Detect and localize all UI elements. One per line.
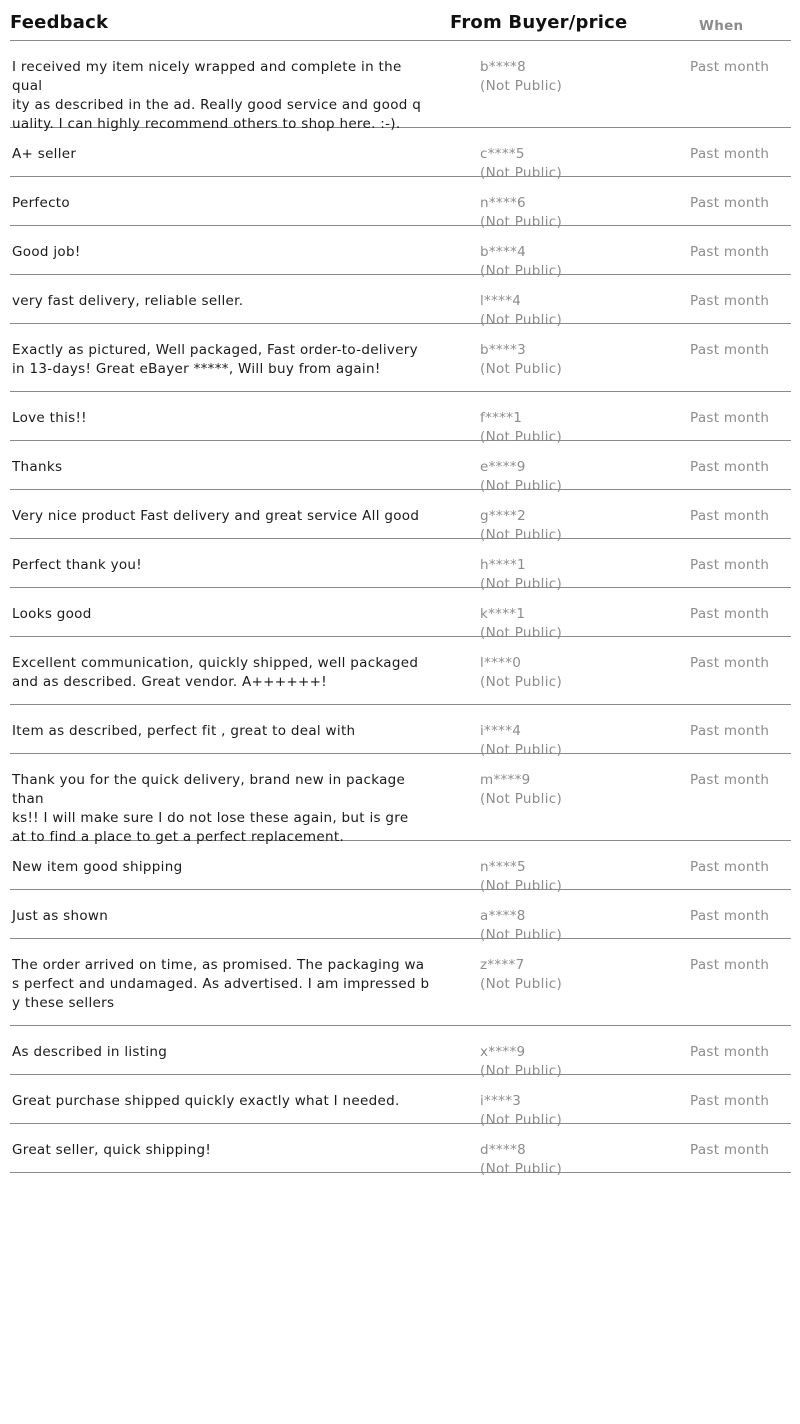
price-text: (Not Public)	[480, 742, 563, 758]
buyer-id: d****8	[480, 1142, 526, 1158]
when-text: Past month	[690, 293, 770, 309]
buyer-id: n****5	[480, 859, 526, 875]
table-row	[10, 705, 791, 758]
when-text: Past month	[690, 957, 770, 973]
when-text: Past month	[690, 410, 770, 426]
buyer-id: h****1	[480, 557, 526, 573]
table-row	[10, 539, 791, 592]
feedback-comment: New item good shipping	[12, 859, 183, 875]
when-text: Past month	[690, 557, 770, 573]
buyer-id: e****9	[480, 459, 526, 475]
buyer-cell	[480, 341, 640, 379]
table-row	[10, 890, 791, 943]
buyer-cell	[480, 956, 640, 994]
buyer-id: l****4	[480, 293, 522, 309]
feedback-comment: Thanks	[12, 459, 63, 475]
feedback-comment: The order arrived on time, as promised. The packaging wa s perfect and undamaged. As advertised. I am impressed b y these sellers	[12, 957, 430, 1011]
feedback-comment: Good job!	[12, 244, 81, 260]
when-text: Past month	[690, 508, 770, 524]
when-text: Past month	[690, 655, 770, 671]
buyer-id: a****8	[480, 908, 526, 924]
when-text: Past month	[690, 723, 770, 739]
buyer-cell	[480, 1141, 640, 1179]
table-row	[10, 324, 791, 392]
buyer-id: x****9	[480, 1044, 526, 1060]
price-text: (Not Public)	[480, 78, 563, 94]
when-text: Past month	[690, 1044, 770, 1060]
buyer-id: g****2	[480, 508, 526, 524]
price-text: (Not Public)	[480, 1161, 563, 1177]
feedback-comment: very fast delivery, reliable seller.	[12, 293, 244, 309]
feedback-comment: Great seller, quick shipping!	[12, 1142, 212, 1158]
feedback-comment: Item as described, perfect fit , great to deal with	[12, 723, 356, 739]
column-header-when: When	[699, 18, 744, 34]
buyer-id: f****1	[480, 410, 523, 426]
column-header-from-buyer-price: From Buyer/price	[450, 12, 628, 33]
feedback-comment: Excellent communication, quickly shipped, well packaged and as described. Great vendor. A++++++!	[12, 655, 419, 690]
feedback-comment: Thank you for the quick delivery, brand new in package than ks!! I will make sure I do not lose these again, but is gre at to find a place to get a perfect replacement.	[12, 772, 409, 845]
price-text: (Not Public)	[480, 361, 563, 377]
table-row	[10, 939, 791, 1026]
feedback-comment: Great purchase shipped quickly exactly what I needed.	[12, 1093, 400, 1109]
when-text: Past month	[690, 342, 770, 358]
when-text: Past month	[690, 606, 770, 622]
when-text: Past month	[690, 1093, 770, 1109]
feedback-comment: Looks good	[12, 606, 92, 622]
feedback-comment: Exactly as pictured, Well packaged, Fast order-to-delivery in 13-days! Great eBayer *****, Will buy from again!	[12, 342, 418, 377]
when-text: Past month	[690, 244, 770, 260]
feedback-comment: I received my item nicely wrapped and complete in the qual ity as described in the ad. Really good service and good q uality. I can highly recommend others to shop here. :-).	[12, 59, 422, 132]
table-row	[10, 490, 791, 543]
buyer-id: b****8	[480, 59, 526, 75]
when-text: Past month	[690, 772, 770, 788]
buyer-id: i****4	[480, 723, 522, 739]
price-text: (Not Public)	[480, 214, 563, 230]
buyer-id: k****1	[480, 606, 526, 622]
feedback-comment: Just as shown	[12, 908, 109, 924]
table-row	[10, 41, 791, 132]
price-text: (Not Public)	[480, 1112, 563, 1128]
buyer-id: l****0	[480, 655, 522, 671]
price-text: (Not Public)	[480, 674, 563, 690]
buyer-id: m****9	[480, 772, 531, 788]
table-row	[10, 441, 791, 494]
price-text: (Not Public)	[480, 527, 563, 543]
price-text: (Not Public)	[480, 625, 563, 641]
table-row	[10, 637, 791, 705]
price-text: (Not Public)	[480, 263, 563, 279]
table-row	[10, 128, 791, 181]
feedback-comment: Perfect thank you!	[12, 557, 142, 573]
when-text: Past month	[690, 59, 770, 75]
when-text: Past month	[690, 908, 770, 924]
buyer-id: b****4	[480, 244, 526, 260]
buyer-id: i****3	[480, 1093, 522, 1109]
buyer-id: b****3	[480, 342, 526, 358]
feedback-comment: A+ seller	[12, 146, 77, 162]
when-text: Past month	[690, 1142, 770, 1158]
price-text: (Not Public)	[480, 312, 563, 328]
price-text: (Not Public)	[480, 878, 563, 894]
price-text: (Not Public)	[480, 976, 563, 992]
column-header-feedback: Feedback	[10, 12, 109, 33]
price-text: (Not Public)	[480, 1063, 563, 1079]
buyer-id: n****6	[480, 195, 526, 211]
table-row	[10, 754, 791, 845]
price-text: (Not Public)	[480, 429, 563, 445]
feedback-comment: As described in listing	[12, 1044, 168, 1060]
table-row	[10, 1124, 791, 1177]
price-text: (Not Public)	[480, 576, 563, 592]
table-row	[10, 392, 791, 445]
table-row	[10, 177, 791, 230]
when-text: Past month	[690, 146, 770, 162]
price-text: (Not Public)	[480, 791, 563, 807]
table-header	[10, 0, 791, 41]
when-text: Past month	[690, 195, 770, 211]
table-row	[10, 588, 791, 641]
feedback-comment: Love this!!	[12, 410, 87, 426]
price-text: (Not Public)	[480, 478, 563, 494]
buyer-id: c****5	[480, 146, 525, 162]
feedback-table	[10, 0, 791, 1177]
when-text: Past month	[690, 459, 770, 475]
table-row	[10, 275, 791, 328]
buyer-cell	[480, 654, 640, 692]
price-text: (Not Public)	[480, 927, 563, 943]
buyer-id: z****7	[480, 957, 525, 973]
buyer-cell	[480, 58, 640, 96]
table-row	[10, 1075, 791, 1128]
table-row	[10, 226, 791, 279]
feedback-comment: Perfecto	[12, 195, 70, 211]
when-text: Past month	[690, 859, 770, 875]
buyer-cell	[480, 771, 640, 809]
table-row	[10, 1026, 791, 1079]
table-row	[10, 841, 791, 894]
feedback-comment: Very nice product Fast delivery and great service All good	[12, 508, 420, 524]
price-text: (Not Public)	[480, 165, 563, 181]
